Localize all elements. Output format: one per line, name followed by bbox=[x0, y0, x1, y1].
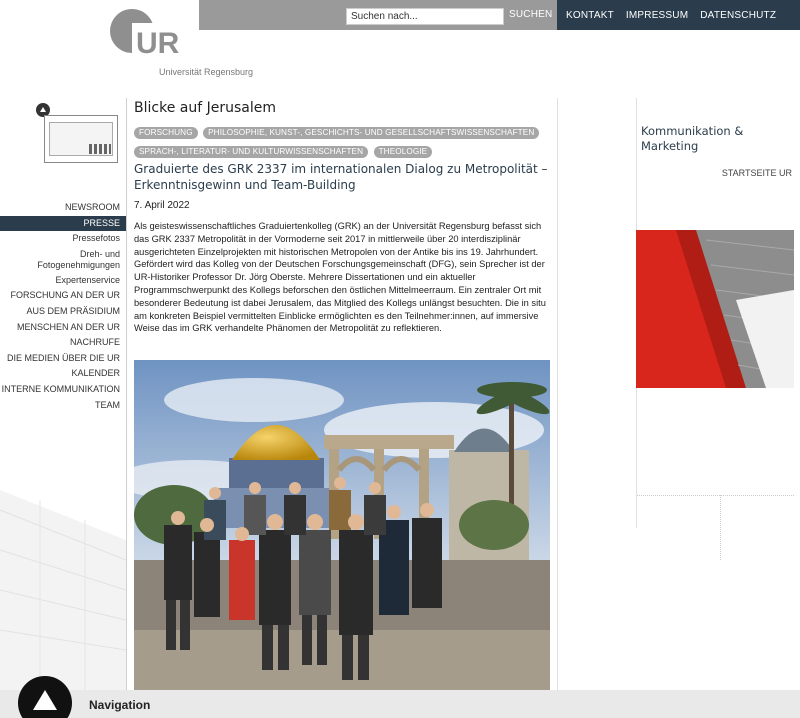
sidebar-item-pressefotos[interactable]: Pressefotos bbox=[72, 233, 120, 244]
logo-subtitle: Universität Regensburg bbox=[159, 67, 254, 77]
tag-theologie[interactable]: THEOLOGIE bbox=[374, 146, 433, 158]
sidebar-item-presse[interactable]: PRESSE bbox=[0, 216, 126, 232]
sidebar-item-praesidium[interactable]: AUS DEM PRÄSIDIUM bbox=[26, 305, 120, 316]
tag-list bbox=[134, 122, 554, 160]
navigation-label[interactable]: Navigation bbox=[89, 698, 151, 712]
sidebar-item-menschen[interactable]: MENSCHEN AN DER UR bbox=[16, 321, 120, 332]
article-date: 7. April 2022 bbox=[134, 200, 190, 211]
sidebar-item-forschung[interactable]: FORSCHUNG AN DER UR bbox=[10, 290, 120, 301]
logo-text: UR bbox=[136, 27, 180, 60]
left-divider bbox=[126, 98, 127, 690]
tag-philosophie[interactable]: PHILOSOPHIE, KUNST-, GESCHICHTS- UND GESELLSCHAFTSWISSENSCHAFTEN bbox=[203, 127, 539, 139]
article-body: Als geisteswissenschaftliches Graduiertenkolleg (GRK) an der Universität Regensburg befasst sich das GRK 2337 Metropolität in der Vormoderne seit 2017 in mittlerweile über 20 interdisziplinär ausgerichteten Einzelprojekten mit historischen Metropolen von der Antike bis ins 19. Jahrhundert. Gefördert wird das Kolleg von der Deutschen Forschungsgemeinschaft (DFG), sein Sprecher ist der UR-Historiker Professor Dr. Jörg Oberste. Mehrere Dissertationen und ein aktueller Programmschwerpunkt des Kollegs beforschen den östlichen Mittelmeerraum. Ein zentraler Ort mit besonderer Bedeutung ist dabei Jerusalem, das Mitglied des Kollegs unlängst besuchten. Die in situ am konkreten Beispiel vermittelten Einblicke ermöglichten es den Teilnehmer:innen, auf immersive Weise das im GRK verhandelte Phänomen der Metropolität zu reflektieren. bbox=[134, 221, 546, 334]
right-decorative-image bbox=[636, 230, 794, 388]
sidebar-item-team[interactable]: TEAM bbox=[94, 399, 120, 410]
right-divider bbox=[557, 98, 558, 690]
sidebar-item-drehgenehmigungen[interactable]: Dreh- und Fotogenehmigungen bbox=[37, 248, 120, 270]
top-links bbox=[566, 10, 776, 21]
sidebar-item-interne-kommunikation[interactable]: INTERNE KOMMUNIKATION bbox=[1, 383, 120, 394]
search-input[interactable] bbox=[346, 8, 504, 25]
sidebar-item-newsroom[interactable]: NEWSROOM bbox=[65, 202, 120, 212]
ur-logo[interactable] bbox=[110, 7, 190, 63]
startseite-link[interactable]: STARTSEITE UR bbox=[721, 168, 792, 178]
sidebar-nav bbox=[0, 200, 126, 413]
article-photo bbox=[134, 360, 550, 690]
print-icon[interactable] bbox=[44, 115, 118, 163]
right-dotted-vertical bbox=[720, 495, 721, 560]
impressum-link[interactable]: IMPRESSUM bbox=[625, 10, 689, 21]
right-section-title[interactable]: Kommunikation & Marketing bbox=[641, 124, 744, 153]
sidebar-item-expertenservice[interactable]: Expertenservice bbox=[55, 274, 120, 285]
tag-forschung[interactable]: FORSCHUNG bbox=[134, 127, 198, 139]
sidebar-item-medien[interactable]: DIE MEDIEN ÜBER DIE UR bbox=[6, 352, 120, 363]
article-headline: Graduierte des GRK 2337 im internationalen Dialog zu Metropolität – Erkenntnisgewinn und Team-Building bbox=[134, 162, 548, 192]
datenschutz-link[interactable]: DATENSCHUTZ bbox=[700, 10, 777, 21]
search-button[interactable]: SUCHEN bbox=[509, 9, 553, 20]
sidebar-item-nachrufe[interactable]: NACHRUFE bbox=[69, 337, 120, 348]
decorative-building-graphic bbox=[0, 470, 126, 690]
tag-sprach-literatur[interactable]: SPRACH-, LITERATUR- UND KULTURWISSENSCHAFTEN bbox=[134, 146, 368, 158]
right-dotted-line bbox=[637, 495, 794, 496]
page-title: Blicke auf Jerusalem bbox=[134, 100, 276, 116]
kontakt-link[interactable]: KONTAKT bbox=[566, 10, 614, 21]
sidebar-item-kalender[interactable]: KALENDER bbox=[71, 368, 120, 379]
